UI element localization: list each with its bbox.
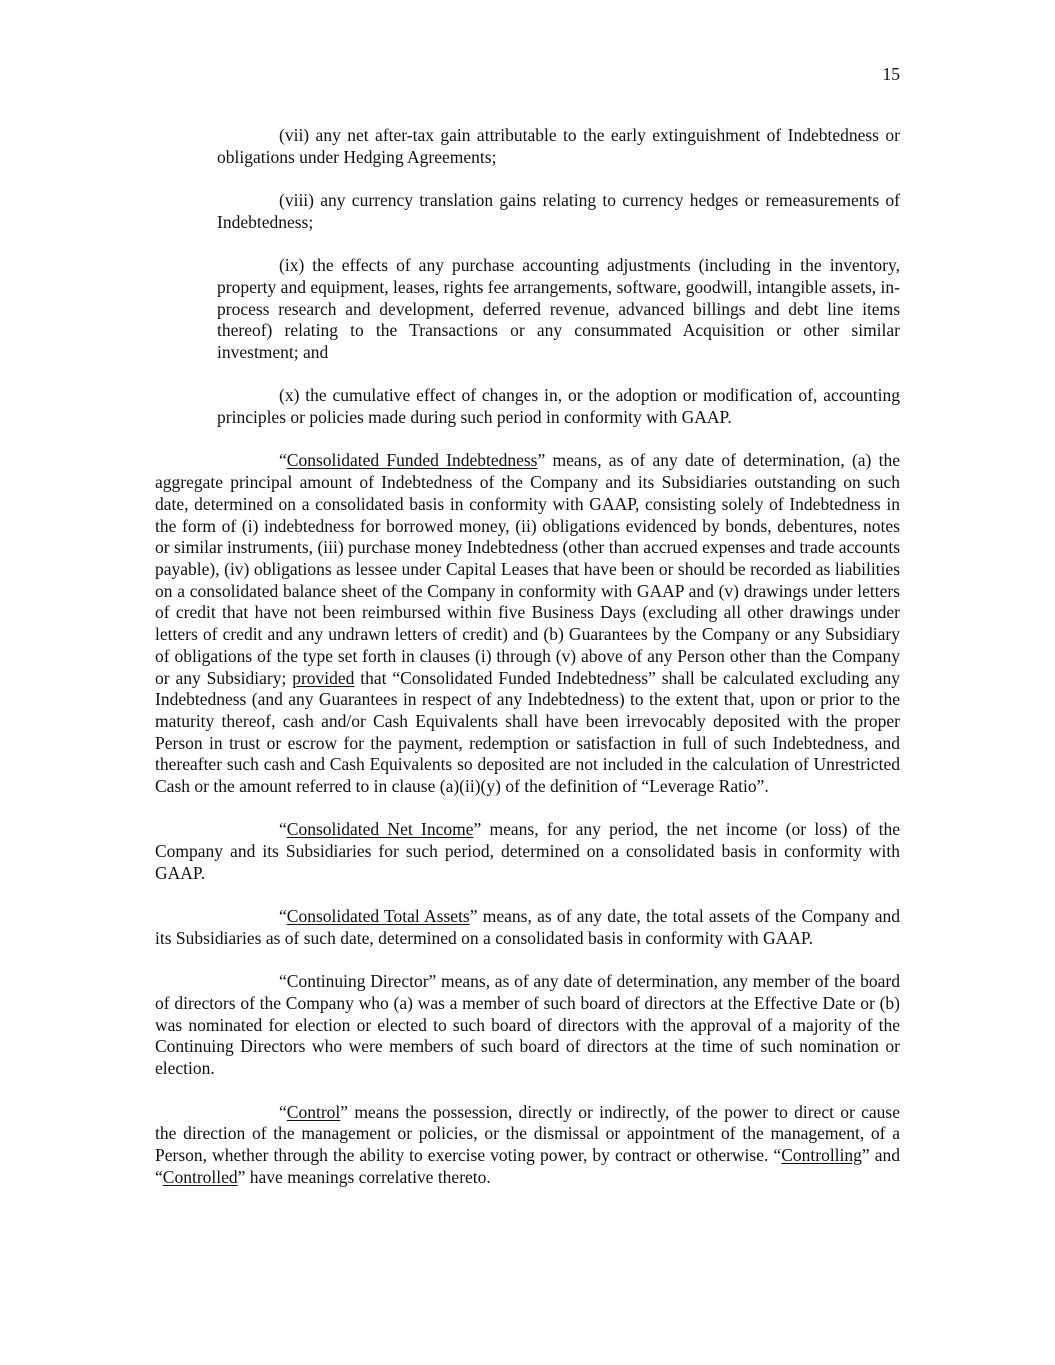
definition-text: ” means the possession, directly or indirectly, of the power to direct or cause the direction of the management or policies, or the dismissal or appointment of the management, of a Person, whether through the ability to exercise voting power, by contract or otherwise. “ xyxy=(155,1101,900,1165)
open-quote: “ xyxy=(279,906,287,927)
connector-text: ” and “ xyxy=(155,1144,900,1187)
open-quote: “ xyxy=(279,1101,287,1122)
definition-text: ” means, for any period, the net income (or loss) of the Company and its Subsidiaries for such period, determined on a consolidated basis in conformity with GAAP. xyxy=(155,819,900,883)
definition-control xyxy=(155,1102,900,1189)
open-quote: “ xyxy=(279,819,287,840)
definition-text-continued: that “Consolidated Funded Indebtedness” shall be calculated excluding any Indebtedness (and any Guarantees in respect of any Indebtedness) to the extent that, upon or prior to the maturity thereof, cash and/or Cash Equivalents shall have been irrevocably deposited with the proper Person in trust or escrow for the payment, redemption or satisfaction in full of such Indebtedness, and thereafter such cash and Cash Equivalents so deposited are not included in the calculation of Unrestricted Cash or the amount referred to in clause (a)(ii)(y) of the definition of “Leverage Ratio”. xyxy=(155,667,900,797)
page-number: 15 xyxy=(882,64,900,84)
proviso-term: provided xyxy=(292,667,355,688)
document-body xyxy=(155,125,900,1210)
definition-continuing-director: “Continuing Director” means, as of any date of determination, any member of the board of directors of the Company who (a) was a member of such board of directors at the Effective Date or (b) was nominated for election or elected to such board of directors with the approval of a majority of the Continuing Directors who were members of such board of directors at the time of such nomination or election. xyxy=(155,971,900,1079)
definition-consolidated-total-assets xyxy=(155,906,900,949)
open-quote: “ xyxy=(279,450,287,471)
definition-text: ” means, as of any date of determination, (a) the aggregate principal amount of Indebtedness of the Company and its Subsidiaries outstanding on such date, determined on a consolidated basis in conformity with GAAP, consisting solely of Indebtedness in the form of (i) indebtedness for borrowed money, (ii) obligations evidenced by bonds, debentures, notes or similar instruments, (iii) purchase money Indebtedness (other than accrued expenses and trade accounts payable), (iv) obligations as lessee under Capital Leases that have been or should be recorded as liabilities on a consolidated balance sheet of the Company in conformity with GAAP and (v) drawings under letters of credit that have not been reimbursed within five Business Days (excluding all other drawings under letters of credit and any undrawn letters of credit) and (b) Guarantees by the Company or any Subsidiary of obligations of the type set forth in clauses (i) through (v) above of any Person other than the Company or any Subsidiary; xyxy=(155,450,900,688)
clause-vii: (vii) any net after-tax gain attributable to the early extinguishment of Indebtedness or obligations under Hedging Agreements; xyxy=(217,125,900,167)
clause-ix: (ix) the effects of any purchase accounting adjustments (including in the inventory, property and equipment, leases, rights fee arrangements, software, goodwill, intangible assets, in-process research and development, deferred revenue, advanced billings and debt line items thereof) relating to the Transactions or any consummated Acquisition or other similar investment; and xyxy=(217,255,900,362)
definition-text: ” means, as of any date, the total assets of the Company and its Subsidiaries as of such date, determined on a consolidated basis in conformity with GAAP. xyxy=(155,906,900,948)
clause-viii: (viii) any currency translation gains relating to currency hedges or remeasurements of Indebtedness; xyxy=(217,190,900,232)
defined-term: Control xyxy=(286,1101,341,1122)
definition-consolidated-net-income xyxy=(155,819,900,884)
clause-x: (x) the cumulative effect of changes in, or the adoption or modification of, accounting principles or policies made during such period in conformity with GAAP. xyxy=(217,385,900,428)
defined-term: Consolidated Funded Indebtedness xyxy=(286,450,538,471)
defined-term-controlling: Controlling xyxy=(781,1144,862,1165)
definition-text-continued: ” have meanings correlative thereto. xyxy=(237,1166,491,1187)
defined-term: Consolidated Net Income xyxy=(286,819,474,840)
definition-consolidated-funded-indebtedness xyxy=(155,450,900,797)
defined-term: Consolidated Total Assets xyxy=(286,906,470,927)
defined-term-controlled: Controlled xyxy=(162,1166,238,1187)
